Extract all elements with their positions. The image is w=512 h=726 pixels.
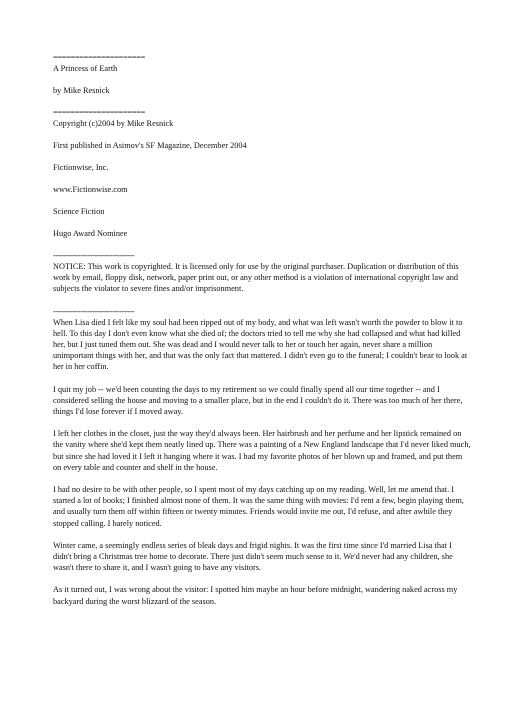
- notice-rule-bottom: ---------------------------------: [53, 306, 135, 316]
- author-byline: by Mike Resnick: [53, 86, 110, 95]
- website-line: www.Fictionwise.com: [53, 185, 128, 194]
- header-rule-top: =====================: [53, 53, 145, 62]
- notice-rule-top: ---------------------------------: [53, 251, 135, 260]
- story-title: A Princess of Earth: [53, 64, 118, 73]
- award-line: Hugo Award Nominee: [53, 229, 128, 238]
- copyright-notice: NOTICE: This work is copyrighted. It is licensed only for use by the original purchaser. Duplication or distribution of this work by email, floppy disk, network, paper print out, or any other method is a violation of international copyright law and subjects the violator to severe fines and/or imprisonment.: [53, 262, 459, 294]
- story-paragraph-3: I left her clothes in the closet, just the way they'd always been. Her hairbrush and her perfume and her lipstick remained on the vanity where she'd kept them neatly lined up. There was a painting of a New England landscape that I'd never liked much, but since she had loved it I left it hanging where it was. I had my favorite photos of her blown up and framed, and put them on every table and counter and shelf in the house.: [53, 429, 471, 472]
- document-page: [53, 52, 471, 618]
- story-paragraph-6: As it turned out, I was wrong about the visitor: I spotted him maybe an hour before midnight, wandering naked across my backyard during the worst blizzard of the season.: [53, 585, 458, 606]
- first-published-line: First published in Asimov's SF Magazine, December 2004: [53, 141, 247, 150]
- genre-line: Science Fiction: [53, 207, 105, 216]
- publisher-line: Fictionwise, Inc.: [53, 163, 109, 172]
- copyright-line: Copyright (c)2004 by Mike Resnick: [53, 119, 174, 128]
- header-rule-bottom: =====================: [53, 108, 145, 117]
- story-paragraph-1: When Lisa died I felt like my soul had been ripped out of my body, and what was left wasn't worth the powder to blow it to hell. To this day I don't even know what she died of; the doctors tried to tell me why she had collapsed and what had killed her, but I just tuned them out. She was dead and I would never talk to her or touch her again, never share a million unimportant things with her, and that was the only fact that mattered. I didn't even go to the funeral; I couldn't bear to look at her in her coffin.: [53, 317, 468, 372]
- story-paragraph-2: I quit my job -- we'd been counting the days to my retirement so we could finally spend all our time together -- and I considered selling the house and moving to a smaller place, but in the end I couldn't do it. There was too much of her there, things I'd lose forever if I moved away.: [53, 384, 463, 417]
- story-paragraph-4: I had no desire to be with other people, so I spent most of my days catching up on my reading. Well, let me amend that. I started a lot of books; I finished almost none of them. It was the same thing with movies: I'd rent a few, begin playing them, and usually turn them off within fifteen or twenty minutes. Friends would invite me out, I'd refuse, and after awhile they stopped calling. I barely noticed.: [53, 485, 464, 528]
- story-paragraph-5: Winter came, a seemingly endless series of bleak days and frigid nights. It was the first time since I'd married Lisa that I didn't bring a Christmas tree home to decorate. There just didn't seem much sense to it. We'd never had any children, she wasn't there to share it, and I wasn't going to have any visitors.: [53, 540, 453, 573]
